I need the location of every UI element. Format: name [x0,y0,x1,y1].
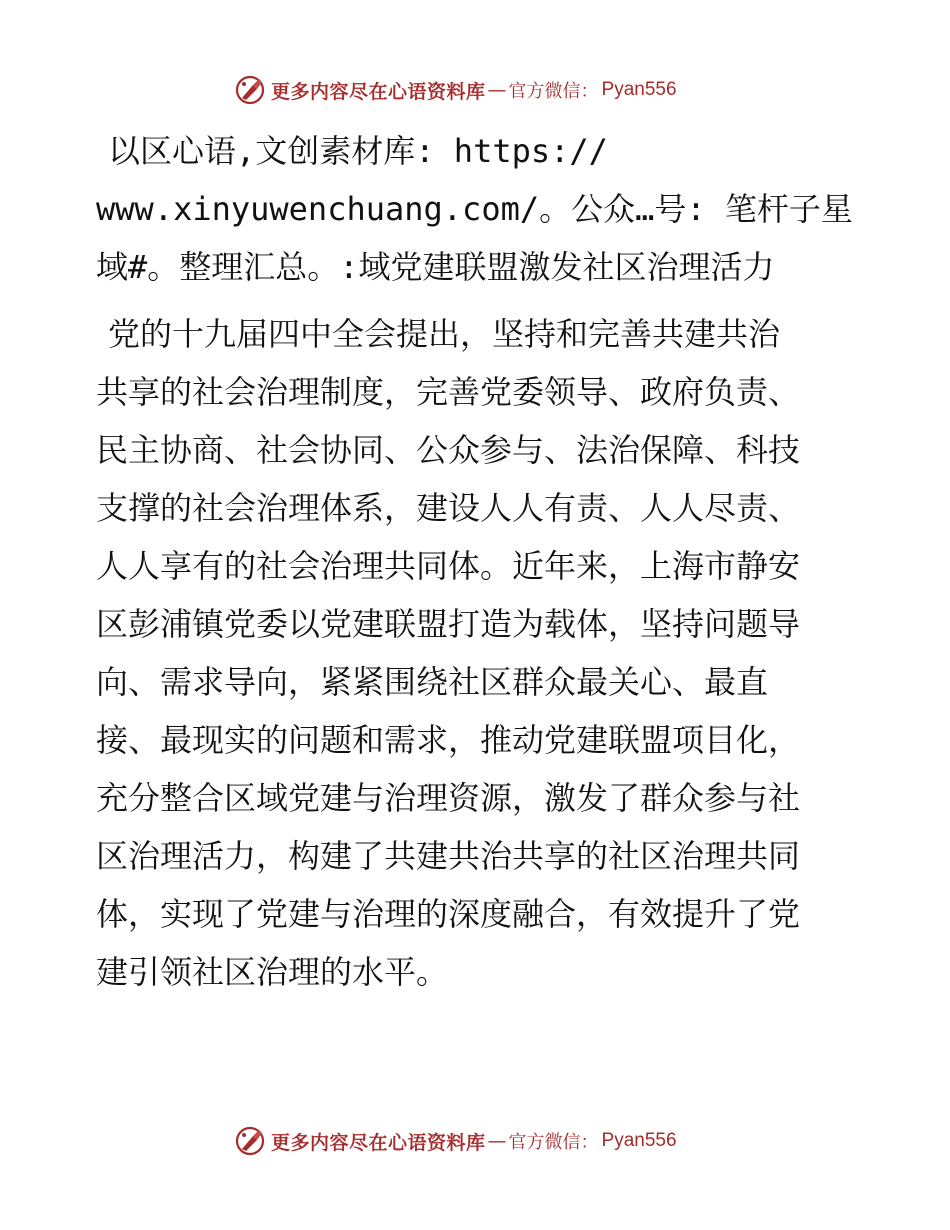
body-line: 接、最现实的问题和需求，推动党建联盟项目化， [96,721,801,759]
title-line: 以区心语,文创素材库: https:// [108,132,608,170]
body-line: 共享的社会治理制度，完善党委领导、政府负责、 [96,373,801,411]
footer-slogan: 更多内容尽在心语资料库 [271,1131,486,1154]
footer-banner [233,1123,677,1159]
title-line: 域#。整理汇总。:域党建联盟激发社区治理活力 [96,248,775,286]
title-line: www.xinyuwenchuang.com/。公众…号: 笔杆子星 [96,190,853,228]
body-line: 充分整合区域党建与治理资源，激发了群众参与社 [96,779,801,817]
body-line: 建引领社区治理的水平。 [96,953,449,991]
header-dash: — [487,79,507,101]
header-slogan: 更多内容尽在心语资料库 [271,80,486,103]
footer-contact-label: 官方微信： [508,1132,599,1153]
pen-seal-logo-icon [233,1124,267,1158]
pen-seal-logo-icon [233,73,267,107]
body-line: 支撑的社会治理体系，建设人人有责、人人尽责、 [96,489,801,527]
body-line: 体，实现了党建与治理的深度融合，有效提升了党 [96,895,801,933]
title-block [96,122,856,296]
body-line: 党的十九届四中全会提出，坚持和完善共建共治 [108,315,781,353]
body-paragraph [96,305,856,1001]
body-line: 民主协商、社会协同、公众参与、法治保障、科技 [96,431,801,469]
body-line: 人人享有的社会治理共同体。近年来，上海市静安 [96,547,801,585]
footer-contact-id: Pyan556 [601,1130,677,1151]
body-line: 区治理活力，构建了共建共治共享的社区治理共同 [96,837,801,875]
footer-dash: — [487,1130,507,1152]
header-banner [233,72,677,108]
body-line: 向、需求导向，紧紧围绕社区群众最关心、最直 [96,663,769,701]
header-contact-id: Pyan556 [601,79,677,100]
header-contact-label: 官方微信： [508,81,599,102]
body-line: 区彭浦镇党委以党建联盟打造为载体，坚持问题导 [96,605,801,643]
